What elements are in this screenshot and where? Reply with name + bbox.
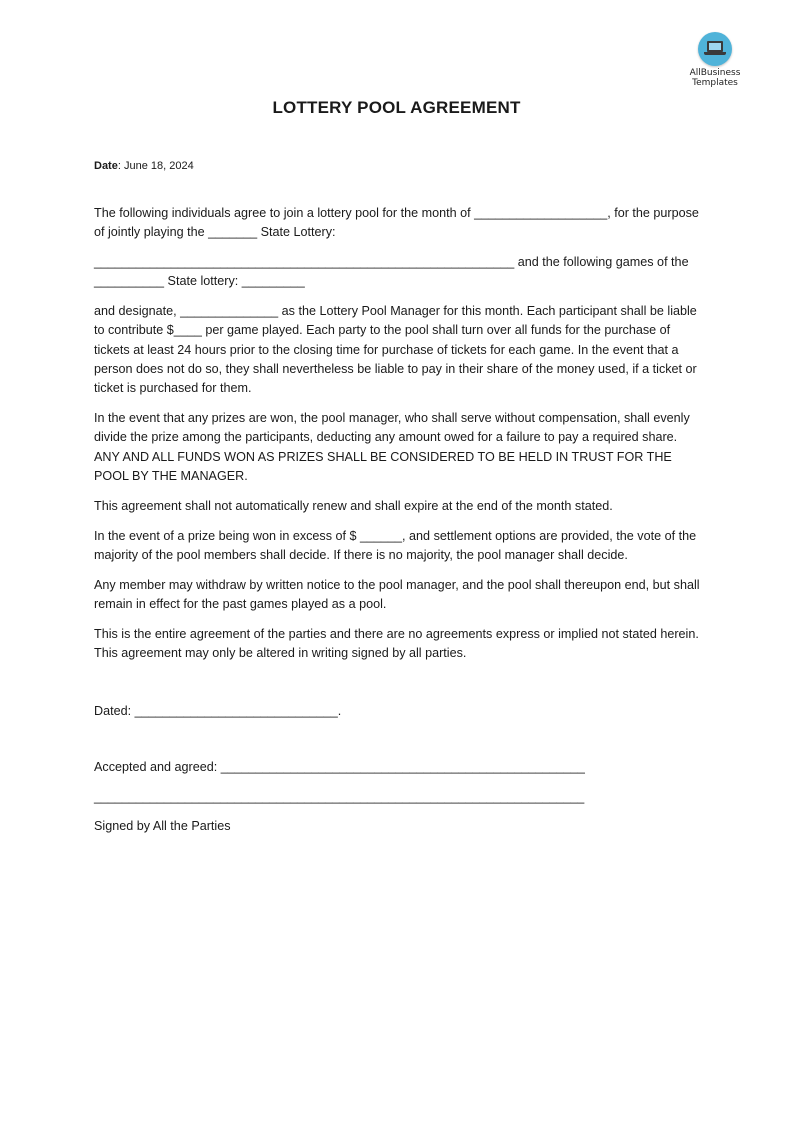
paragraph-participants: The following individuals agree to join a lottery pool for the month of ___________________, for the purpose of jointly playing the _______ State Lottery: — [94, 206, 699, 240]
date-line — [94, 160, 194, 172]
date-value: : June 18, 2024 — [117, 160, 194, 172]
laptop-icon — [704, 43, 726, 55]
dated-line: Dated: _____________________________. — [94, 703, 342, 718]
agreement-body — [94, 204, 700, 847]
allbusiness-logo — [682, 32, 748, 88]
paragraph-manager: and designate, ______________ as the Lottery Pool Manager for this month. Each participant shall be liable to contribute $____ per game played. Each party to the pool shall turn over all funds for the purchase of tickets at least 24 hours prior to the closing time for purchase of tickets for each game. In the event that a person does not do so, they shall nevertheless be liable to pay in their share of the money used, if a ticket or ticket is purchased for them. — [94, 304, 697, 396]
paragraph-withdraw: Any member may withdraw by written notice to the pool manager, and the pool shall thereupon end, but shall remain in effect for the past games played as a pool. — [94, 577, 700, 612]
paragraph-expiry: This agreement shall not automatically renew and shall expire at the end of the month stated. — [94, 498, 613, 513]
signature-line: ______________________________________________________________________ — [94, 789, 585, 804]
paragraph-prizes: In the event that any prizes are won, the pool manager, who shall serve without compensation, shall evenly divide the prize among the participants, deducting any amount owed for a failure to pay a required share. ANY AND ALL FUNDS WON AS PRIZES SHALL BE CONSIDERED TO BE HELD IN TRUST FOR THE POOL BY THE MANAGER. — [94, 411, 690, 484]
logo-badge — [698, 32, 732, 66]
document-title: LOTTERY POOL AGREEMENT — [272, 98, 521, 117]
paragraph-settlement: In the event of a prize being won in excess of $ ______, and settlement options are provided, the vote of the majority of the pool members shall decide. If there is no majority, the pool manager shall decide. — [94, 528, 697, 562]
paragraph-entire-agreement: This is the entire agreement of the parties and there are no agreements express or implied not stated herein. This agreement may only be altered in writing signed by all parties. — [94, 626, 699, 661]
signed-by-line: Signed by All the Parties — [94, 819, 231, 834]
date-label: Date — [94, 160, 118, 172]
logo-line-1: AllBusiness — [689, 68, 741, 78]
logo-line-2: Templates — [692, 78, 738, 88]
logo-text — [682, 68, 748, 88]
paragraph-games: ____________________________________________________________ and the following games of the __________ State lottery: _________ — [94, 255, 689, 289]
accepted-line: Accepted and agreed: ____________________________________________________ — [94, 759, 585, 774]
